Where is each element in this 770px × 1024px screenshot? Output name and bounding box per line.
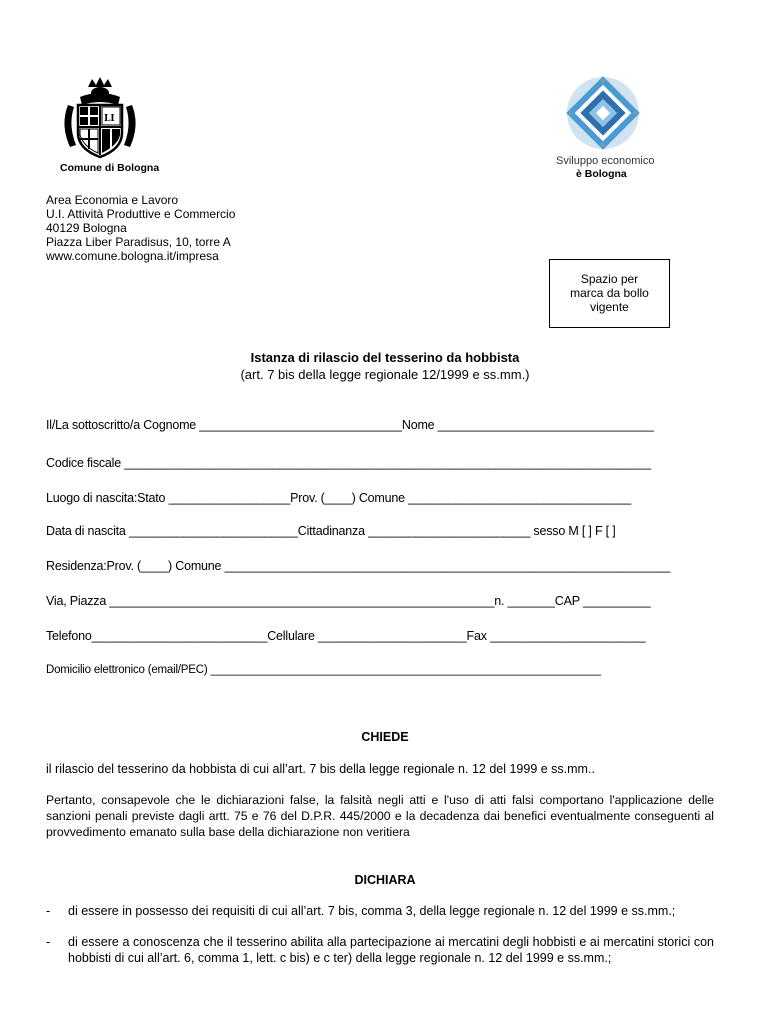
field-domicilio-elettronico[interactable]: Domicilio elettronico (email/PEC) _______________________________________________________________	[46, 664, 601, 676]
field-cognome-nome[interactable]: Il/La sottoscritto/a Cognome ______________________________Nome ________________________________	[46, 418, 654, 432]
dichiara-item-text: di essere a conoscenza che il tesserino abilita alla partecipazione ai mercatini degli hobbisti e ai mercatini storici con hobbisti di cui all’art. 6, comma 1, lett. c bis) e c ter) della legge regionale n. 12 del 1999 e ss.mm.;	[68, 935, 714, 965]
list-item	[46, 934, 714, 966]
right-logo-caption-1: Sviluppo economico	[556, 155, 655, 167]
stamp-box-line: marca da bollo	[570, 286, 649, 300]
field-luogo-nascita[interactable]: Luogo di nascita:Stato __________________Prov. (____) Comune _________________________________	[46, 491, 631, 505]
svg-text:LI: LI	[104, 114, 115, 124]
field-telefono[interactable]: Telefono__________________________Cellulare ______________________Fax _______________________	[46, 629, 646, 643]
chiede-disclaimer-paragraph: Pertanto, consapevole che le dichiarazioni false, la falsità negli atti e l'uso di atti falsi comportano l'applicazione delle sanzioni penali previste dagli artt. 75 e 76 del D.P.R. 445/2000 e la decadenza dai benefici eventualmente conseguenti al provvedimento emanato sulla base della dichiarazione non veritiera	[46, 793, 714, 839]
field-residenza[interactable]: Residenza:Prov. (____) Comune __________________________________________________________________	[46, 559, 671, 573]
bullet-dash: -	[46, 904, 51, 918]
field-data-nascita[interactable]: Data di nascita _________________________Cittadinanza ________________________ sesso M [ ] F [ ]	[46, 524, 616, 538]
left-logo-caption: Comune di Bologna	[60, 162, 160, 174]
address-line: U.I. Attività Produttive e Commercio	[46, 207, 236, 221]
stamp-box-line: vigente	[590, 300, 629, 314]
dichiara-heading: DICHIARA	[354, 873, 416, 887]
field-via-piazza[interactable]: Via, Piazza _________________________________________________________n. _______CAP __________	[46, 594, 651, 608]
right-logo-caption-2: è Bologna	[576, 168, 627, 180]
office-address	[46, 193, 235, 263]
comune-di-bologna-logo	[50, 75, 170, 175]
coat-of-arms-icon	[50, 75, 170, 163]
chiede-request-line: il rilascio del tesserino da hobbista di cui all’art. 7 bis della legge regionale n. 12 del 1999 e ss.mm..	[46, 762, 595, 776]
address-line: 40129 Bologna	[46, 221, 127, 235]
revenue-stamp-box	[549, 259, 670, 328]
bullet-dash: -	[46, 935, 51, 949]
chiede-heading: CHIEDE	[361, 730, 409, 744]
stamp-box-line: Spazio per	[580, 272, 639, 286]
dichiara-item-text: di essere in possesso dei requisiti di cui all’art. 7 bis, comma 3, della legge regionale n. 12 del 1999 e ss.mm.;	[68, 904, 676, 918]
address-website: www.comune.bologna.it/impresa	[46, 249, 219, 263]
document-subtitle: (art. 7 bis della legge regionale 12/1999 e ss.mm.)	[240, 367, 530, 382]
address-line: Piazza Liber Paradisus, 10, torre A	[46, 235, 231, 249]
address-line: Area Economia e Lavoro	[46, 193, 179, 207]
field-codice-fiscale[interactable]: Codice fiscale ______________________________________________________________________________	[46, 456, 651, 470]
sviluppo-economico-logo	[548, 75, 678, 183]
diamond-emblem-icon	[548, 75, 678, 155]
document-title: Istanza di rilascio del tesserino da hobbista	[250, 350, 520, 365]
list-item	[46, 903, 714, 919]
